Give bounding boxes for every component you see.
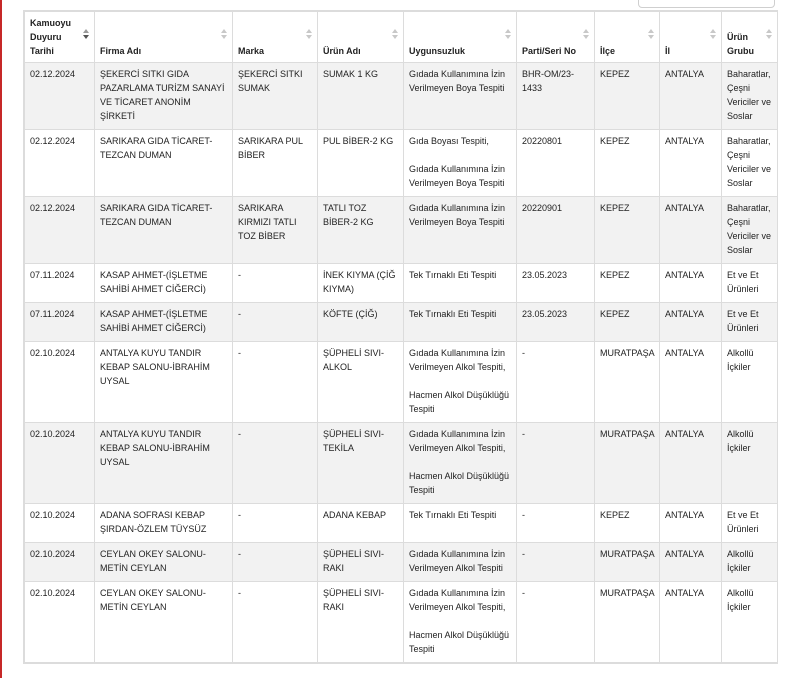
cell-province: ANTALYA — [660, 264, 722, 303]
sort-icon — [766, 29, 772, 41]
page-left-rule — [0, 0, 2, 678]
issue-text: Gıdada Kullanımına İzin Verilmeyen Alkol Tespiti, — [409, 588, 506, 612]
column-label: Ürün Grubu — [727, 32, 754, 56]
cell-product: PUL BİBER-2 KG — [318, 130, 404, 197]
cell-date: 07.11.2024 — [25, 264, 95, 303]
cell-firm: ŞEKERCİ SITKI GIDA PAZARLAMA TURİZM SANAYİ VE TİCARET ANONİM ŞİRKETİ — [95, 63, 233, 130]
issue-spacer — [409, 148, 510, 162]
cell-lot: - — [517, 342, 595, 423]
table-row — [25, 504, 778, 543]
issue-text: Gıdada Kullanımına İzin Verilmeyen Boya Tespiti — [409, 69, 506, 93]
results-table-container — [23, 10, 778, 664]
cell-province: ANTALYA — [660, 303, 722, 342]
column-header-district[interactable] — [595, 12, 660, 63]
issue-text: Tek Tırnaklı Eti Tespiti — [409, 309, 497, 319]
cell-lot: 20220801 — [517, 130, 595, 197]
column-label: İlçe — [600, 46, 616, 56]
cell-province: ANTALYA — [660, 423, 722, 504]
cell-firm: SARIKARA GIDA TİCARET-TEZCAN DUMAN — [95, 130, 233, 197]
column-label: Parti/Seri No — [522, 46, 577, 56]
sort-icon — [583, 29, 589, 41]
cell-group: Et ve Et Ürünleri — [722, 504, 778, 543]
table-header-row — [25, 12, 778, 63]
table-row — [25, 264, 778, 303]
cell-lot: 23.05.2023 — [517, 264, 595, 303]
table-body — [25, 63, 778, 663]
cell-group: Baharatlar, Çeşni Vericiler ve Soslar — [722, 130, 778, 197]
cell-date: 02.10.2024 — [25, 342, 95, 423]
table-row — [25, 130, 778, 197]
column-header-province[interactable] — [660, 12, 722, 63]
cell-group: Et ve Et Ürünleri — [722, 303, 778, 342]
cell-province: ANTALYA — [660, 130, 722, 197]
cell-issue — [404, 423, 517, 504]
cell-firm: ANTALYA KUYU TANDIR KEBAP SALONU-İBRAHİM UYSAL — [95, 342, 233, 423]
issue-spacer — [409, 374, 510, 388]
sort-icon — [306, 29, 312, 41]
cell-date: 02.10.2024 — [25, 543, 95, 582]
table-row — [25, 303, 778, 342]
cell-product: ŞÜPHELİ SIVI-TEKİLA — [318, 423, 404, 504]
column-header-firm[interactable] — [95, 12, 233, 63]
issue-text: Gıdada Kullanımına İzin Verilmeyen Boya Tespiti — [409, 203, 506, 227]
cell-firm: SARIKARA GIDA TİCARET-TEZCAN DUMAN — [95, 197, 233, 264]
issue-text: Gıdada Kullanımına İzin Verilmeyen Boya Tespiti — [409, 164, 506, 188]
cell-group: Baharatlar, Çeşni Vericiler ve Soslar — [722, 197, 778, 264]
column-header-product[interactable] — [318, 12, 404, 63]
issue-spacer — [409, 455, 510, 469]
cell-date: 07.11.2024 — [25, 303, 95, 342]
column-header-issue[interactable] — [404, 12, 517, 63]
cell-district: KEPEZ — [595, 303, 660, 342]
issue-text: Gıdada Kullanımına İzin Verilmeyen Alkol Tespiti — [409, 549, 506, 573]
cell-province: ANTALYA — [660, 63, 722, 130]
cell-product: TATLI TOZ BİBER-2 KG — [318, 197, 404, 264]
column-label: Uygunsuzluk — [409, 46, 466, 56]
cell-lot: - — [517, 504, 595, 543]
cell-brand: - — [233, 303, 318, 342]
cell-product: SUMAK 1 KG — [318, 63, 404, 130]
cell-issue — [404, 543, 517, 582]
cell-lot: BHR-OM/23-1433 — [517, 63, 595, 130]
cell-brand: - — [233, 543, 318, 582]
cell-group: Et ve Et Ürünleri — [722, 264, 778, 303]
results-table — [24, 11, 778, 663]
sort-icon — [392, 29, 398, 41]
column-header-brand[interactable] — [233, 12, 318, 63]
cell-date: 02.12.2024 — [25, 63, 95, 130]
cell-firm: CEYLAN OKEY SALONU-METİN CEYLAN — [95, 543, 233, 582]
table-row — [25, 63, 778, 130]
cell-province: ANTALYA — [660, 504, 722, 543]
cell-group: Alkollü İçkiler — [722, 543, 778, 582]
cell-district: MURATPAŞA — [595, 423, 660, 504]
cell-date: 02.10.2024 — [25, 423, 95, 504]
table-row — [25, 543, 778, 582]
issue-text: Hacmen Alkol Düşüklüğü Tespiti — [409, 390, 510, 414]
table-row — [25, 582, 778, 663]
column-label: Marka — [238, 46, 265, 56]
cell-date: 02.10.2024 — [25, 582, 95, 663]
cell-district: MURATPAŞA — [595, 342, 660, 423]
cell-product: ŞÜPHELİ SIVI-RAKI — [318, 582, 404, 663]
cell-product: ŞÜPHELİ SIVI-RAKI — [318, 543, 404, 582]
cell-lot: 23.05.2023 — [517, 303, 595, 342]
issue-text: Gıdada Kullanımına İzin Verilmeyen Alkol Tespiti, — [409, 429, 506, 453]
cell-district: KEPEZ — [595, 197, 660, 264]
sort-icon — [505, 29, 511, 41]
cell-district: KEPEZ — [595, 504, 660, 543]
column-label: Ürün Adı — [323, 46, 361, 56]
cell-district: MURATPAŞA — [595, 582, 660, 663]
column-header-group[interactable] — [722, 12, 778, 63]
cell-province: ANTALYA — [660, 582, 722, 663]
issue-spacer — [409, 614, 510, 628]
cell-district: KEPEZ — [595, 63, 660, 130]
column-label: İl — [665, 46, 671, 56]
cell-issue — [404, 63, 517, 130]
table-row — [25, 197, 778, 264]
cell-province: ANTALYA — [660, 197, 722, 264]
cell-group: Alkollü İçkiler — [722, 342, 778, 423]
sort-icon — [221, 29, 227, 41]
cell-district: KEPEZ — [595, 130, 660, 197]
cell-date: 02.12.2024 — [25, 197, 95, 264]
cell-district: KEPEZ — [595, 264, 660, 303]
cell-brand: - — [233, 504, 318, 543]
cell-product: İNEK KIYMA (ÇİĞ KIYMA) — [318, 264, 404, 303]
table-row — [25, 423, 778, 504]
cell-brand: ŞEKERCİ SITKI SUMAK — [233, 63, 318, 130]
cell-firm: KASAP AHMET-(İŞLETME SAHİBİ AHMET CİĞERCİ) — [95, 303, 233, 342]
issue-text: Hacmen Alkol Düşüklüğü Tespiti — [409, 471, 510, 495]
column-header-date[interactable] — [25, 12, 95, 63]
cell-product: KÖFTE (ÇİĞ) — [318, 303, 404, 342]
search-input[interactable] — [638, 0, 775, 8]
cell-product: ADANA KEBAP — [318, 504, 404, 543]
cell-lot: - — [517, 543, 595, 582]
cell-issue — [404, 504, 517, 543]
cell-brand: - — [233, 582, 318, 663]
cell-lot: - — [517, 582, 595, 663]
sort-icon — [648, 29, 654, 41]
cell-brand: - — [233, 264, 318, 303]
cell-brand: SARIKARA KIRMIZI TATLI TOZ BİBER — [233, 197, 318, 264]
column-label: Firma Adı — [100, 46, 142, 56]
cell-issue — [404, 303, 517, 342]
cell-brand: SARIKARA PUL BİBER — [233, 130, 318, 197]
issue-text: Hacmen Alkol Düşüklüğü Tespiti — [409, 630, 510, 654]
column-header-lot[interactable] — [517, 12, 595, 63]
sort-icon — [710, 29, 716, 41]
cell-group: Alkollü İçkiler — [722, 423, 778, 504]
cell-district: MURATPAŞA — [595, 543, 660, 582]
cell-issue — [404, 342, 517, 423]
sort-desc-icon — [83, 29, 89, 41]
issue-text: Gıdada Kullanımına İzin Verilmeyen Alkol Tespiti, — [409, 348, 506, 372]
column-label: Kamuoyu Duyuru Tarihi — [30, 18, 72, 56]
cell-group: Baharatlar, Çeşni Vericiler ve Soslar — [722, 63, 778, 130]
cell-brand: - — [233, 342, 318, 423]
issue-text: Gıda Boyası Tespiti, — [409, 136, 489, 146]
cell-firm: ANTALYA KUYU TANDIR KEBAP SALONU-İBRAHİM UYSAL — [95, 423, 233, 504]
cell-province: ANTALYA — [660, 543, 722, 582]
cell-issue — [404, 582, 517, 663]
cell-issue — [404, 130, 517, 197]
cell-product: ŞÜPHELİ SIVI-ALKOL — [318, 342, 404, 423]
table-row — [25, 342, 778, 423]
cell-firm: CEYLAN OKEY SALONU-METİN CEYLAN — [95, 582, 233, 663]
issue-text: Tek Tırnaklı Eti Tespiti — [409, 270, 497, 280]
issue-text: Tek Tırnaklı Eti Tespiti — [409, 510, 497, 520]
cell-issue — [404, 197, 517, 264]
cell-firm: KASAP AHMET-(İŞLETME SAHİBİ AHMET CİĞERCİ) — [95, 264, 233, 303]
cell-firm: ADANA SOFRASI KEBAP ŞIRDAN-ÖZLEM TÜYSÜZ — [95, 504, 233, 543]
cell-date: 02.10.2024 — [25, 504, 95, 543]
cell-lot: 20220901 — [517, 197, 595, 264]
cell-issue — [404, 264, 517, 303]
cell-date: 02.12.2024 — [25, 130, 95, 197]
cell-lot: - — [517, 423, 595, 504]
cell-province: ANTALYA — [660, 342, 722, 423]
cell-brand: - — [233, 423, 318, 504]
cell-group: Alkollü İçkiler — [722, 582, 778, 663]
